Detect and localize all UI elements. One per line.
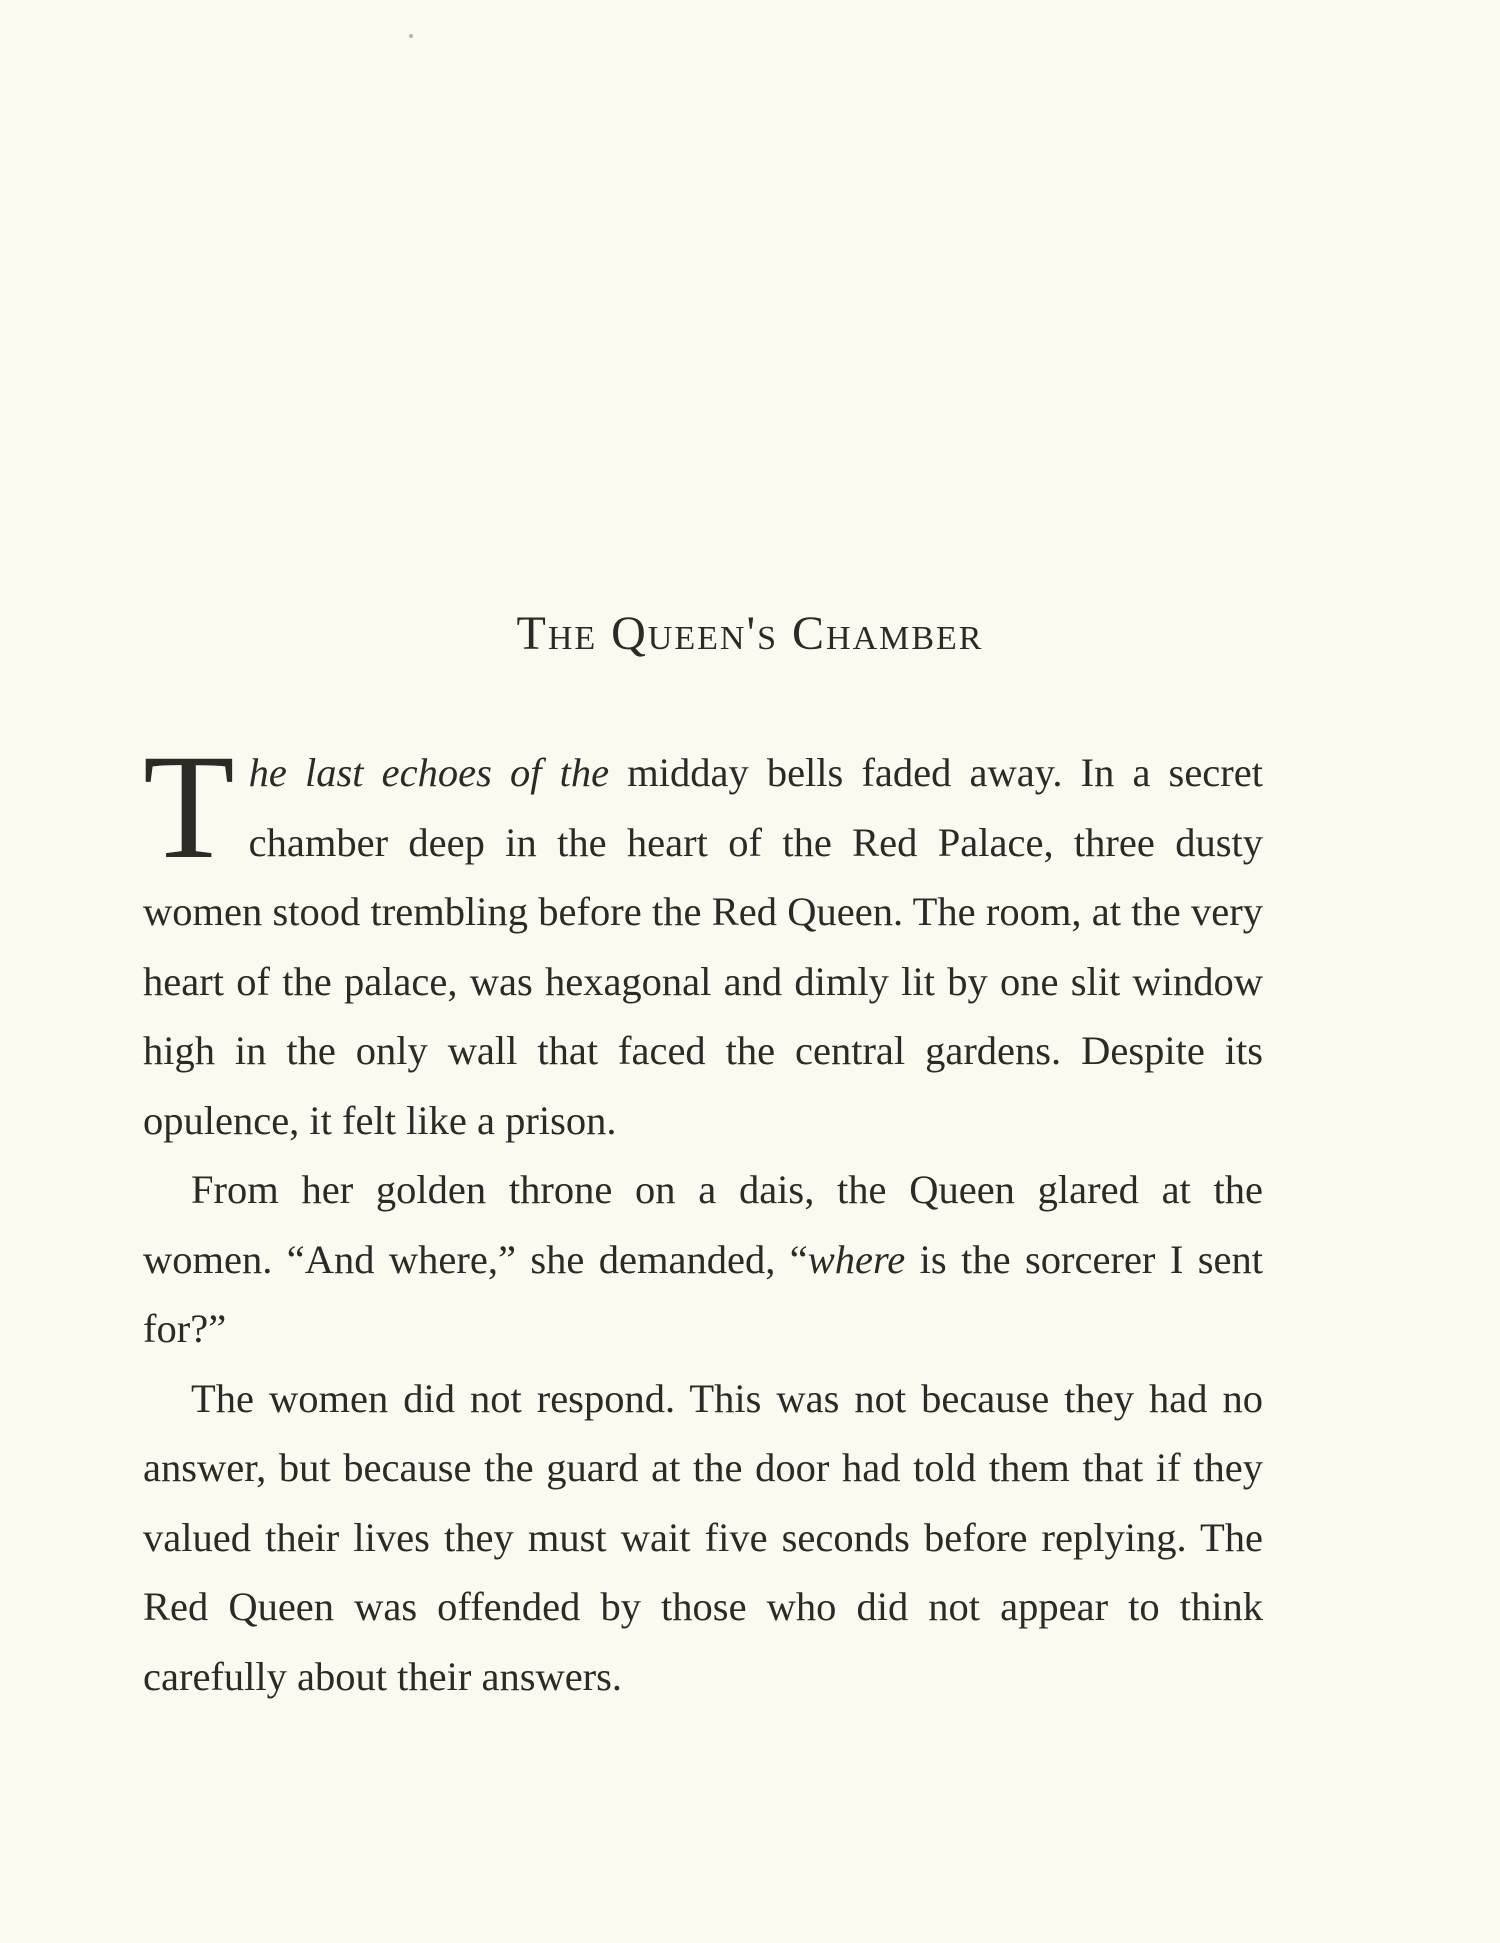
paragraph-2	[143, 1155, 1263, 1364]
drop-cap: T	[143, 724, 235, 890]
paragraph-2-emphasis: where	[807, 1236, 906, 1282]
paragraph-2-text-before: From her golden throne on a dais, the Queen glared at the women. “And where,” she demanded, “	[143, 1167, 1263, 1282]
paragraph-3: The women did not respond. This was not because they had no answer, but because the guard at the door had told them that if they valued their lives they must wait five seconds before replying. The Red Queen was offended by those who did not appear to think carefully about their answers.	[143, 1375, 1263, 1699]
opening-italic-phrase: he last echoes of the	[248, 750, 610, 795]
chapter-body	[143, 724, 1263, 1711]
paragraph-2-text-after: is the sorcerer I sent for?”	[143, 1236, 1263, 1351]
paragraph-1	[143, 724, 1263, 1155]
paragraph-1-text: midday bells faded away. In a secret chamber deep in the heart of the Red Palace, three dusty women stood trembling before the Red Queen. The room, at the very heart of the palace, was hexagonal and dimly lit by one slit window high in the only wall that faced the central gardens. Despite its opulence, it felt like a prison.	[143, 750, 1263, 1143]
chapter-title: The Queen's Chamber	[516, 607, 984, 660]
paper-speck	[409, 34, 413, 38]
